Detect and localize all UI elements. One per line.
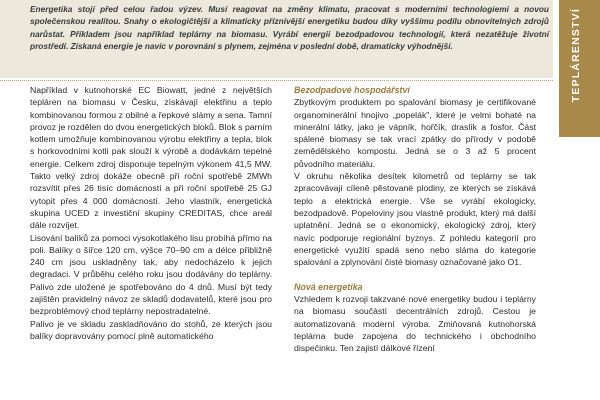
right-column	[294, 84, 536, 355]
section-tab-label: TEPLÁRENSTVÍ	[570, 8, 582, 103]
paragraph-storage: Palivo je ve skladu zaskladňováno do stohů, ze kterých jsou balíky dopravovány pomocí plně automatického	[30, 318, 272, 341]
intro-box	[0, 0, 553, 78]
heading-zero-waste: Bezodpadové hospodářství	[294, 85, 410, 95]
paragraph-zero-waste: Zbytkovým produktem po spalování biomasy je certifikované organominerální hnojivo „popelák", které je velmi bohaté na minerální látky, jako je vápník, hořčík, draslík a fosfor. Část spálené biomasy se tak vrací zpátky do přírody v podobě zemědělského kompostu. Jedná se o 3 až 5 procent původního materiálu.	[294, 97, 536, 169]
paragraph-biowatt: Například v kutnohorské EC Biowatt, jedné z největších tepláren na biomasu v Česku, získávají elektřinu a teplo kombinovanou formou z obilné a řepkové slámy a sena. Tamní provoz je rozdělen do dvou energetických bloků. Blok s parním kotlem umožňuje kombinovanou výrobu elektřiny a tepla, blok s horkovodními kotli pak slouží k výrobě a dodávkám tepelné energie. Celkem zdroj disponuje tepelným výkonem 41,5 MW. Takto velký zdroj dokáže obecně při roční spotřebě 2MWh rozsvítit přes 26 tisíc domácností a při roční spotřebě 25 GJ vytopit přes 4 000 domácností. Jeho vlastník, energetická skupina UCED z investiční skupiny CREDITAS, chce areál dále rozvíjet.	[30, 85, 272, 231]
intro-text: Energetika stojí před celou řadou výzev. Musí reagovat na změny klimatu, pracovat s moderními technologiemi a novou společenskou realitou. Snahy o ekologičtější a klimaticky příznivější energetiku budou díky vyššímu podílu obnovitelných zdrojů narůstat. Příkladem jsou například teplárny na biomasu. Vyrábí energii bezodpadovou technologií, která nezatěžuje životní prostředí. Získaná energie je navíc v porovnání s plynem, zejména v poslední době, dramaticky výhodnější.	[30, 4, 549, 52]
divider	[0, 80, 553, 81]
paragraph-new-energy: Vzhledem k rozvoji takzvané nové energetiky budou i teplárny na biomasu součástí decentrálních zdrojů. Cestou je automatizovaná moderní výroba. Zmiňovaná kutnohorská teplárna bude zapojena do technického i obchodního dispečinku. Ten zajistí dálkové řízení	[294, 294, 536, 354]
paragraph-baling: Lisování balíků za pomoci vysokotlakého lisu probíhá přímo na poli. Balíky o šířce 120 cm, výšce 70–90 cm a délce přibližně 240 cm jsou uskladněny tak, aby nedocházelo k jejich degradaci. V průběhu celého roku jsou dodávány do teplárny. Palivo zde uložené je spotřebováno do 4 dnů. Musí být tedy zajištěn pravidelný návoz ze skladů dodavatelů, které jsou pro bezproblémový chod teplárny nepostradatelné.	[30, 232, 272, 317]
left-column	[30, 84, 272, 342]
paragraph-regional: V okruhu několika desítek kilometrů od teplárny se tak zpracovávají cíleně pěstované plodiny, ze kterých se získává teplo a elektrická energie. Vše se vyrábí ekologicky, bezodpadově. Popeloviny jsou vlastně produkt, který má další uplatnění. Jedná se o ekonomický, ekologický zdroj, který navíc podporuje regionální byznys. Z pohledu kategorií pro energetické využití spadá seno nebo sláma do kategorie spalování a zplynování čisté biomasy označované jako O1.	[294, 171, 536, 268]
spacer	[294, 268, 536, 280]
heading-new-energy: Nová energetika	[294, 281, 363, 292]
